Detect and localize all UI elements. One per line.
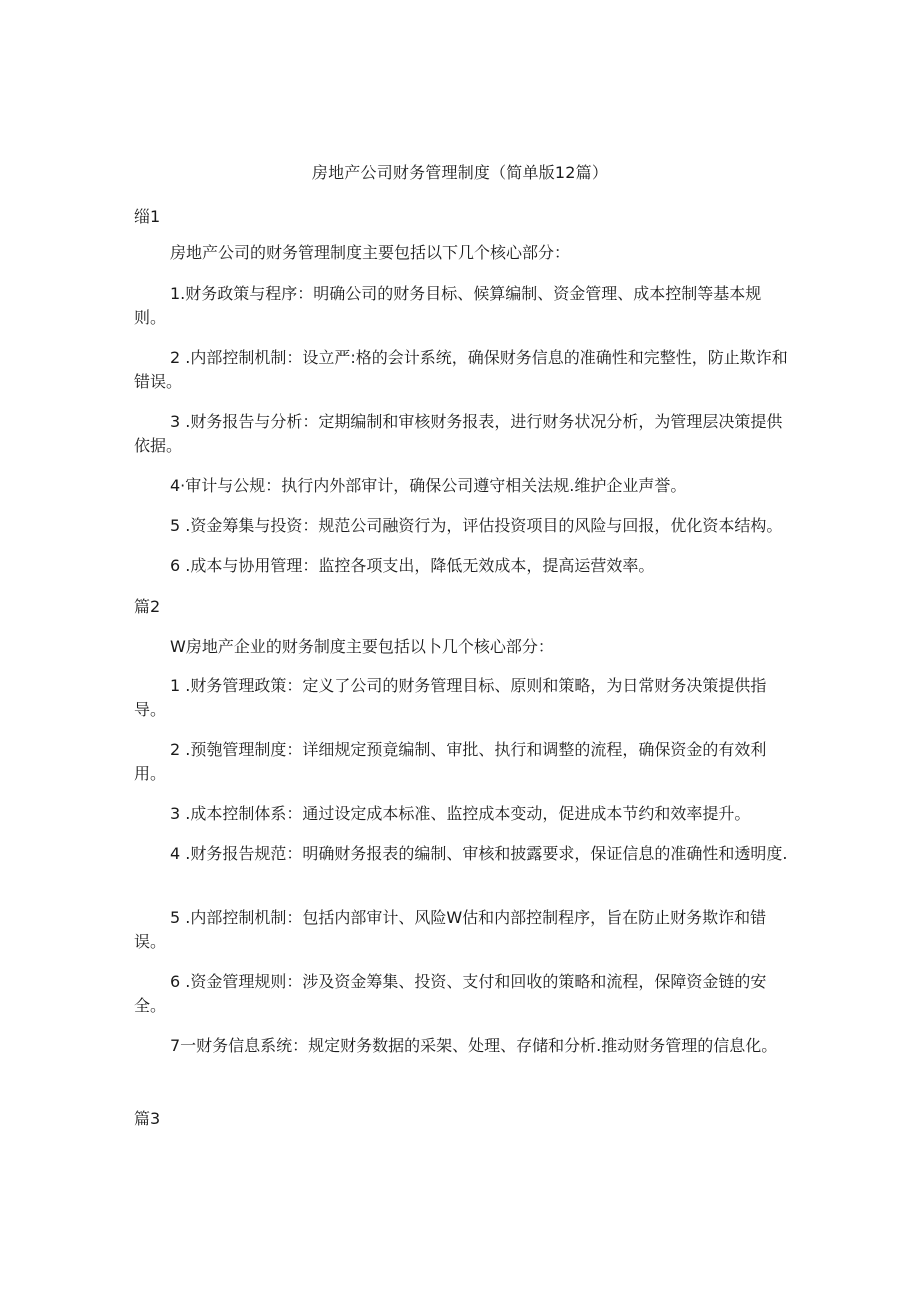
section-heading: 篇3	[134, 1109, 161, 1128]
list-item	[134, 738, 790, 786]
list-item	[134, 346, 790, 394]
list-item	[134, 906, 790, 954]
list-item-text: 6 .资金管理规则：涉及资金筹集、投资、支付和回收的策略和流程，保障资金链的安全。	[134, 972, 767, 1015]
section-intro: 房地产公司的财务管理制度主要包括以下几个核心部分：	[170, 243, 571, 262]
list-item	[134, 674, 790, 722]
list-item-text: 5 .资金筹集与投资：规范公司融资行为，评估投资项目的风险与回报，优化资本结构。	[170, 516, 783, 535]
list-item-text: 7一财务信息系统：规定财务数据的采架、处理、存储和分析.推动财务管理的信息化。	[170, 1036, 778, 1055]
section-heading: 篇2	[134, 597, 161, 616]
list-item	[134, 410, 790, 458]
list-item	[134, 282, 790, 330]
list-item-text: 4 .财务报告规范：明确财务报表的编制、审核和披露要求，保证信息的准确性和透明度.	[170, 844, 788, 863]
list-item	[134, 802, 790, 826]
list-item	[134, 554, 790, 578]
list-item	[134, 970, 790, 1018]
list-item-text: 2 .内部控制机制：设立严:格的会计系统，确保财务信息的准确性和完整性，防止欺诈和错误。	[134, 348, 788, 391]
section-intro: W房地产企业的财务制度主要包括以卜几个核心部分：	[170, 637, 554, 656]
list-item	[134, 842, 790, 866]
list-item-text: 2 .预匏管理制度：详细规定预竟编制、审批、执行和调整的流程，确保资金的有效利用。	[134, 740, 767, 783]
list-item-text: 6 .成本与协用管理：监控各项支出，降低无效成本，提高运营效率。	[170, 556, 655, 575]
list-item-text: 1.财务政策与程序：明确公司的财务目标、候算编制、资金管理、成本控制等基本规则。	[134, 284, 762, 327]
document-title: 房地产公司财务管理制度（简单版12篇）	[311, 163, 609, 182]
list-item	[134, 474, 790, 498]
section-heading: 缁1	[134, 207, 161, 226]
list-item-text: 1 .财务管理政策：定义了公司的财务管理目标、原则和策略，为日常财务决策提供指导。	[134, 676, 767, 719]
list-item	[134, 514, 790, 538]
list-item-text: 3 .成本控制体系：通过设定成本标准、监控成本变动，促进成本节约和效率提升。	[170, 804, 751, 823]
list-item-text: 4·审计与公规：执行内外部审计，确保公司遵守相关法规.维护企业声誉。	[170, 476, 687, 495]
list-item-text: 5 .内部控制机制：包括内部审计、风险W估和内部控制程序，旨在防止财务欺诈和错误。	[134, 908, 767, 951]
list-item-text: 3 .财务报告与分析：定期编制和审核财务报表，进行财务状况分析，为管理层决策提供依据。	[134, 412, 783, 455]
list-item	[134, 1034, 790, 1058]
